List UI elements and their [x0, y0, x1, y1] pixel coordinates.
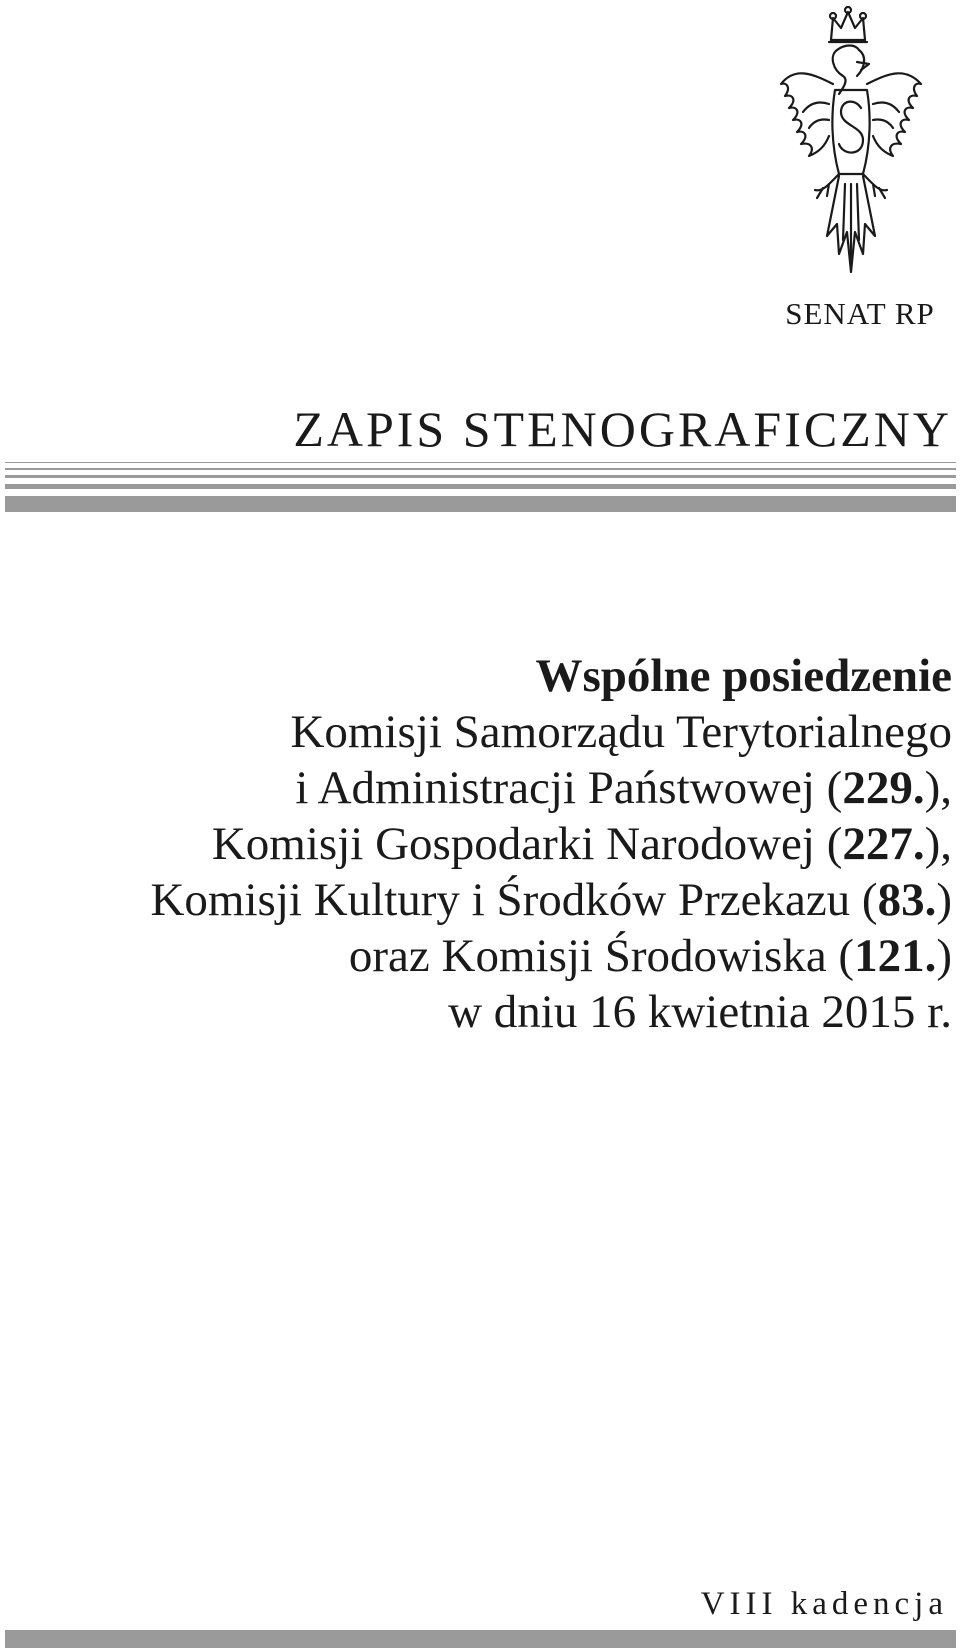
term-label: VIII kadencja [700, 1586, 948, 1622]
session-number: 83. [877, 874, 937, 926]
committee-line [2, 816, 952, 872]
punctuation: ) [936, 930, 952, 982]
punctuation: ) [936, 874, 952, 926]
session-number: 121. [854, 930, 937, 982]
committee-line [2, 872, 952, 928]
session-number: 227. [842, 818, 925, 870]
committee-name: oraz Komisji Środowiska ( [348, 930, 855, 982]
punctuation: ), [924, 818, 952, 870]
committee-line: Komisji Samorządu Terytorialnego [290, 706, 952, 758]
bottom-rule [5, 1630, 956, 1648]
divider [5, 484, 956, 489]
divider [5, 468, 956, 470]
committee-name: i Administracji Państwowej ( [295, 762, 843, 814]
divider [5, 496, 956, 512]
committee-name: Komisji Kultury i Środków Przekazu ( [150, 874, 878, 926]
session-number: 229. [842, 762, 925, 814]
punctuation: ), [924, 762, 952, 814]
committee-line [2, 760, 952, 816]
meeting-description [2, 648, 952, 1040]
document-type-title: ZAPIS STENOGRAFICZNY [293, 401, 952, 457]
committee-line [2, 928, 952, 984]
meeting-heading: Wspólne posiedzenie [535, 650, 952, 702]
eagle-crest-icon [773, 4, 933, 294]
meeting-date: w dniu 16 kwietnia 2015 r. [448, 986, 952, 1038]
emblem-label: SENAT RP [785, 296, 935, 331]
divider [5, 462, 956, 463]
divider [5, 475, 956, 478]
committee-name: Komisji Gospodarki Narodowej ( [211, 818, 843, 870]
title-rules [5, 462, 956, 517]
